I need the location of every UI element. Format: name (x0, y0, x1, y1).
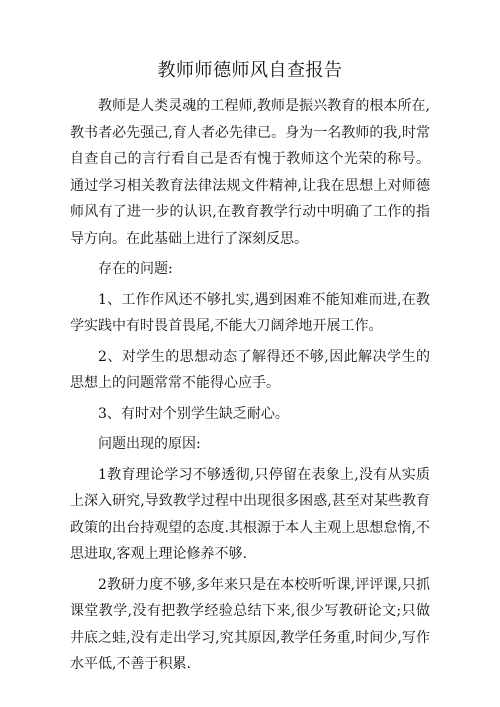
problem-item-2: 2、对学生的思想动态了解得还不够,因此解决学生的思想上的问题常常不能得心应手。 (70, 348, 430, 391)
cause-item-2: 2教研力度不够,多年来只是在本校听听课,评评课,只抓课堂教学,没有把教学经验总结下来,很少写教研论文;只做井底之蛙,没有走出学习,究其原因,教学任务重,时间少,写作水平低,不善于积累. (70, 576, 430, 672)
intro-paragraph: 教师是人类灵魂的工程师,教师是振兴教育的根本所在,教书者必先强己,育人者必先律已。身为一名教师的我,时常自查自己的言行看自己是否有愧于教师这个光荣的称号。通过学习相关教育法律法规文件精神,让我在思想上对师德师风有了进一步的认识,在教育教学行动中明确了工作的指导方向。在此基础上进行了深刻反思。 (70, 98, 430, 247)
problem-item-3: 3、有时对个别学生缺乏耐心。 (98, 405, 289, 422)
cause-item-1: 1教育理论学习不够透彻,只停留在表象上,没有从实质上深入研究,导致教学过程中出现很多困惑,甚至对某些教育政策的出台持观望的态度.其根源于本人主观上思想怠惰,不思进取,客观上理论修养不够. (70, 466, 430, 562)
document-title: 教师师德师风自查报告 (157, 60, 343, 81)
causes-heading: 问题出现的原因: (98, 436, 201, 452)
problem-item-1: 1、工作作风还不够扎实,遇到困难不能知难而进,在教学实践中有时畏首畏尾,不能大刀阔斧地开展工作。 (70, 291, 430, 334)
problems-heading: 存在的问题: (98, 261, 173, 277)
